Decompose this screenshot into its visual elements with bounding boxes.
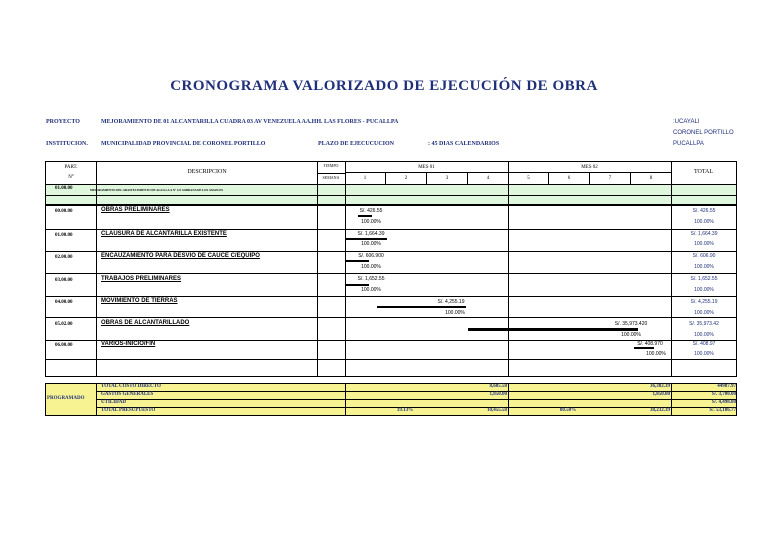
header-semana: SEMANA	[322, 175, 340, 180]
plazo-value: : 45 DIAS CALENDARIOS	[428, 141, 500, 147]
row-total-pct: 100.00%	[694, 219, 714, 225]
row-total-pct: 100.00%	[694, 332, 714, 338]
week-5: 5	[527, 176, 530, 181]
summary-gastos-generales-label: GASTOS GENERALES	[101, 392, 154, 397]
proyecto-label: PROYECTO	[46, 119, 80, 125]
row-gantt-bar	[377, 306, 466, 308]
row-amount: S/. 606.900	[358, 253, 384, 259]
row-total: S/. 35,973.42	[689, 321, 719, 327]
summary-total-presupuesto: S/. 53,186.77	[709, 408, 736, 413]
plazo-label: PLAZO DE EJECUCUCION	[318, 141, 395, 147]
summary-mes2-pct: 80.50%	[559, 408, 577, 413]
week-2: 2	[404, 176, 408, 181]
summary-mes1-costo-directo: 8,605.58	[489, 384, 507, 389]
summary-total-costo-directo-label: TOTAL COSTO DIRECTO	[101, 384, 161, 389]
proyecto-value: MEJORAMIENTO DE 01 ALCANTARILLA CUADRA 03 AV VENEZUELA AA.HH. LAS FLORES - PUCALLPA	[101, 119, 399, 125]
row-desc: OBRAS DE ALCANTARILLADO	[101, 320, 190, 326]
row-total-pct: 100.00%	[694, 310, 714, 316]
week-1: 1	[363, 176, 367, 181]
summary-mes2-gastos: 1,850.00	[652, 392, 670, 397]
row-amount: S/. 4,255.19	[437, 299, 465, 305]
section-desc: MEJORAMIENTO DEL ABASTECIMIENTO DE AGUA LA A Nº 121 SOBRANA DE LOS ANGELES	[90, 188, 224, 192]
row-code: 01.00.00	[55, 233, 73, 238]
row-gantt-bar	[358, 215, 372, 217]
row-desc: MOVIMIENTO DE TIERRAS	[101, 298, 178, 304]
summary-total-utilidad: S/. 4,498.80	[711, 400, 736, 405]
summary-total-gastos: S/. 3,700.00	[711, 392, 736, 397]
summary-total-presupuesto-label: TOTAL PRESUPUESTO	[101, 408, 156, 413]
summary-total-costo-directo: 44987.97	[717, 384, 736, 389]
row-total: S/. 408.97	[692, 341, 716, 347]
location-district: PUCALLPA	[673, 141, 704, 147]
summary-mes1-total: 10,455.58	[487, 408, 507, 413]
location-region: :UCAYALI	[673, 119, 700, 125]
header-mes2: MES 02	[581, 165, 598, 170]
row-desc: VARIOS-INICIO/FIN	[101, 341, 156, 347]
row-total-pct: 100.00%	[694, 241, 714, 247]
row-code: 05.02.00	[55, 322, 73, 327]
row-pct: 100.00%	[361, 264, 381, 270]
week-8: 8	[649, 176, 653, 181]
row-pct: 100.00%	[361, 241, 381, 247]
week-3: 3	[445, 176, 449, 181]
row-gantt-bar	[345, 284, 369, 286]
row-total: S/. 426.55	[692, 208, 716, 214]
row-amount: S/. 1,652.55	[357, 276, 385, 282]
row-total: S/. 1,652.55	[690, 276, 718, 282]
section-band-2	[46, 195, 736, 204]
row-pct: 100.00%	[361, 219, 381, 225]
row-total-pct: 100.00%	[694, 287, 714, 293]
row-gantt-bar	[345, 260, 369, 262]
row-pct: 100.00%	[361, 287, 381, 293]
header-mes1: MES 01	[418, 165, 435, 170]
week-7: 7	[608, 176, 612, 181]
row-total-pct: 100.00%	[694, 351, 714, 357]
row-total: S/. 1,664.39	[690, 231, 718, 237]
row-pct: 100.00%	[621, 332, 641, 338]
summary-mes2-total: 38,232.39	[650, 408, 670, 413]
summary-mes2-costo-directo: 36,382.39	[650, 384, 670, 389]
header-nro: N°	[68, 175, 74, 180]
header-descripcion: DESCRIPCION	[187, 169, 227, 175]
row-desc: CLAUSURA DE ALCANTARILLA EXISTENTE	[101, 231, 227, 237]
location-province: CORONEL PORTILLO	[673, 130, 734, 136]
row-pct: 100.00%	[445, 310, 465, 316]
week-4: 4	[486, 176, 490, 181]
institucion-label: INSTITUCION.	[46, 141, 88, 147]
row-gantt-bar	[345, 238, 387, 240]
row-desc: ENCAUZAMIENTO PARA DESVIO DE CAUCE C/EQUIPO	[101, 253, 260, 259]
row-code: 06.00.00	[55, 343, 73, 348]
row-gantt-bar	[634, 347, 654, 349]
section-code: 01.00.00	[55, 186, 73, 191]
row-desc: OBRAS PRELIMINARES	[101, 207, 170, 213]
row-code: 03.00.00	[55, 278, 73, 283]
summary-programado: PROGRAMADO	[47, 396, 85, 401]
summary-mes1-pct: 19.13%	[396, 408, 414, 413]
row-desc: TRABAJOS PRELIMINARES	[101, 276, 182, 282]
row-code: 04.00.00	[55, 300, 73, 305]
row-code: 02.00.00	[55, 255, 73, 260]
week-6: 6	[567, 176, 571, 181]
row-code: 00.00.00	[55, 209, 73, 214]
row-amount: S/. 408.970	[637, 341, 663, 347]
row-total: S/. 606.90	[692, 253, 716, 259]
header-tiempo: TIEMPO	[323, 163, 339, 168]
page-title: CRONOGRAMA VALORIZADO DE EJECUCIÓN DE OBRA	[170, 78, 598, 94]
row-gantt-bar	[468, 328, 638, 331]
row-amount: S/. 35,973.420	[614, 321, 648, 327]
header-total: TOTAL	[693, 169, 714, 175]
row-pct: 100.00%	[646, 351, 666, 357]
row-total: S/. 4,255.19	[690, 299, 718, 305]
summary-utilidad-label: UTILIDAD	[101, 400, 127, 405]
summary-mes1-gastos: 1,850.00	[489, 392, 507, 397]
institucion-value: MUNICIPALIDAD PROVINCIAL DE CORONEL PORTILLO	[101, 141, 266, 147]
row-total-pct: 100.00%	[694, 264, 714, 270]
header-part: PART.	[64, 165, 78, 170]
row-amount: S/. 1,664.39	[357, 231, 385, 237]
row-amount: S/. 426.55	[359, 208, 383, 214]
